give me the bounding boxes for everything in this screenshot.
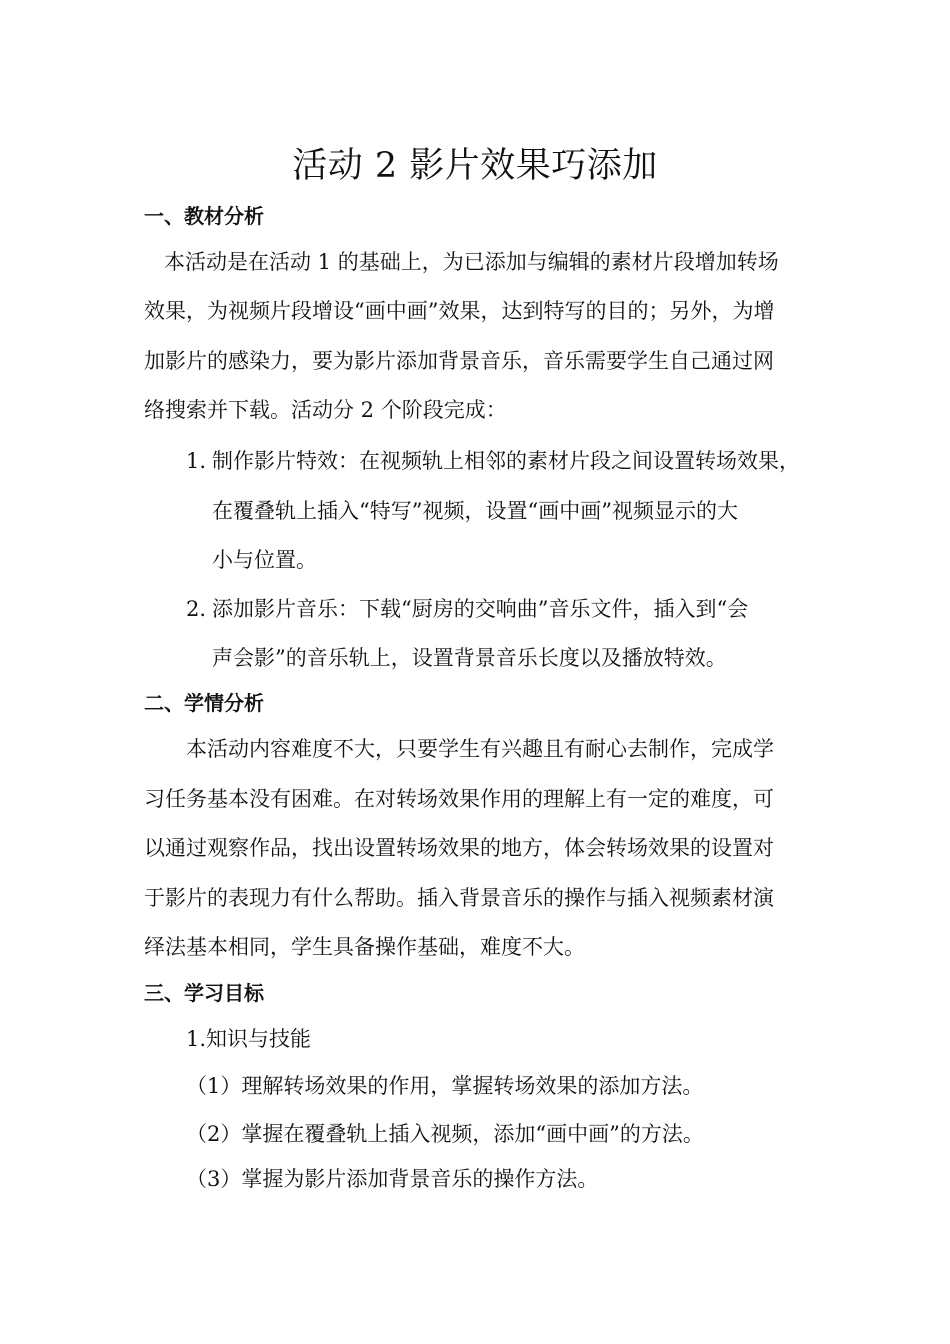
- section-heading-textbook-analysis: 一、教材分析: [144, 204, 264, 228]
- paragraph-line: 以通过观察作品，找出设置转场效果的地方，体会转场效果的设置对: [144, 836, 774, 860]
- paragraph-line: 络搜索并下载。活动分 2 个阶段完成：: [144, 398, 507, 422]
- paragraph-line: 加影片的感染力，要为影片添加背景音乐，音乐需要学生自己通过网: [144, 349, 774, 373]
- list-item-line: 小与位置。: [212, 548, 317, 572]
- paragraph-line: 效果，为视频片段增设“画中画”效果，达到特写的目的；另外，为增: [144, 299, 775, 323]
- list-item-line: 制作影片特效：在视频轨上相邻的素材片段之间设置转场效果，: [212, 449, 800, 473]
- paragraph-line: 习任务基本没有困难。在对转场效果作用的理解上有一定的难度，可: [144, 787, 774, 811]
- list-item-number: 2.: [186, 597, 207, 621]
- objective-item: （3）掌握为影片添加背景音乐的操作方法。: [186, 1167, 599, 1191]
- list-item-line: 声会影”的音乐轨上，设置背景音乐长度以及播放特效。: [212, 646, 727, 670]
- paragraph-line: 本活动内容难度不大，只要学生有兴趣且有耐心去制作，完成学: [186, 737, 774, 761]
- list-item-line: 在覆叠轨上插入“特写”视频，设置“画中画”视频显示的大: [212, 499, 738, 523]
- document-title: 活动 2 影片效果巧添加: [292, 146, 658, 186]
- paragraph-line: 本活动是在活动 1 的基础上，为已添加与编辑的素材片段增加转场: [164, 250, 779, 274]
- list-item-number: 1.: [186, 449, 207, 473]
- objective-item: （1）理解转场效果的作用，掌握转场效果的添加方法。: [186, 1074, 704, 1098]
- section-heading-learner-analysis: 二、学情分析: [144, 691, 264, 715]
- subheading-knowledge-skills: 1.知识与技能: [186, 1027, 312, 1051]
- paragraph-line: 于影片的表现力有什么帮助。插入背景音乐的操作与插入视频素材演: [144, 886, 774, 910]
- list-item-line: 添加影片音乐：下载“厨房的交响曲”音乐文件，插入到“会: [212, 597, 749, 621]
- section-heading-learning-objectives: 三、学习目标: [144, 981, 264, 1005]
- objective-item: （2）掌握在覆叠轨上插入视频，添加“画中画”的方法。: [186, 1122, 704, 1146]
- paragraph-line: 绎法基本相同，学生具备操作基础，难度不大。: [144, 935, 585, 959]
